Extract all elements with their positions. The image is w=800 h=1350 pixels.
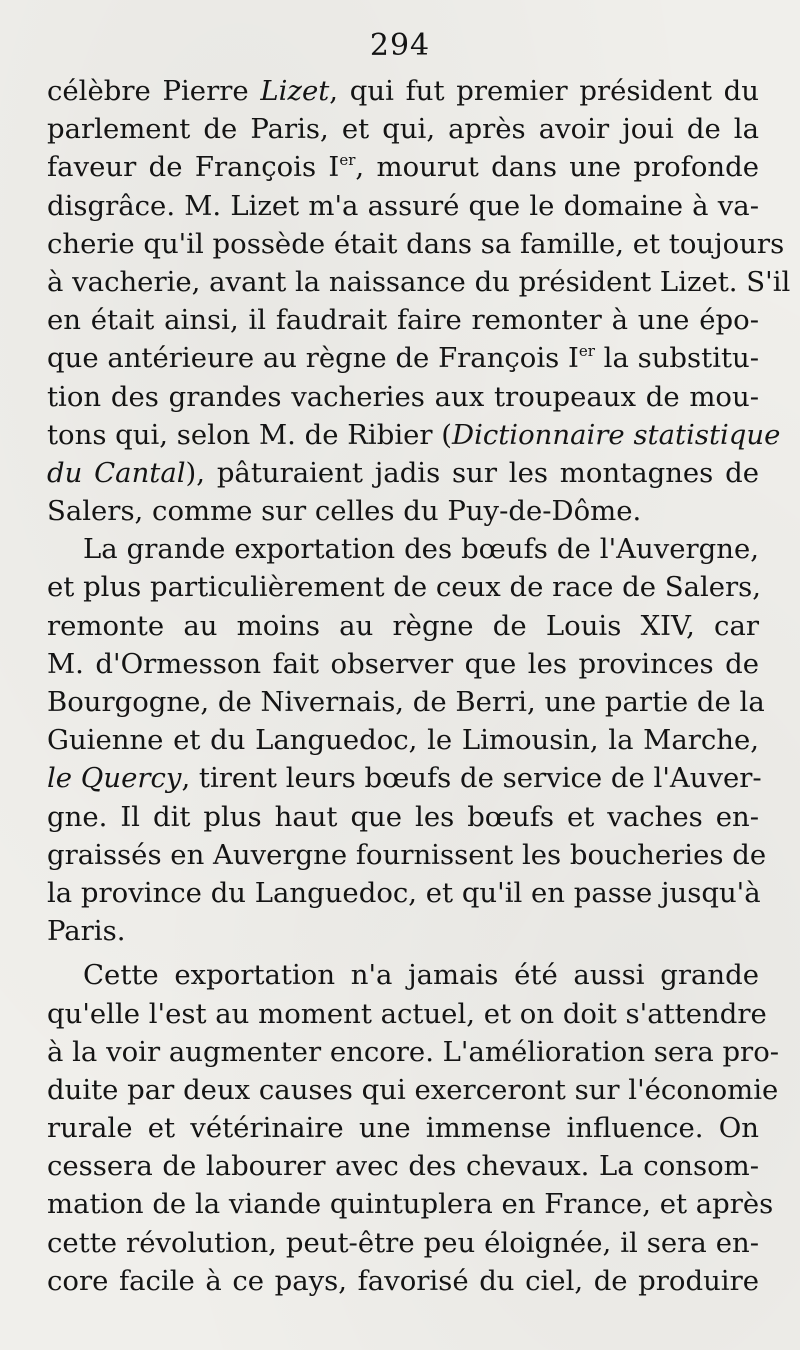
text-line: cherie qu'il possède était dans sa famille, et toujours [47,227,785,260]
text-line: duite par deux causes qui exerceront sur l'économie [47,1073,779,1106]
text-line: cette révolution, peut-être peu éloignée, il sera en- [47,1226,759,1259]
text-line: Paris. [47,915,126,948]
text-line: Salers, comme sur celles du Puy-de-Dôme. [47,495,642,528]
body-text [47,72,791,1300]
text-line: tion des grandes vacheries aux troupeaux de mou- [47,380,759,413]
text-line: parlement de Paris, et qui, après avoir joui de la [47,113,759,146]
text-line: disgrâce. M. Lizet m'a assuré que le domaine à va- [47,189,759,222]
text-line: Bourgogne, de Nivernais, de Berri, une partie de la [47,686,765,718]
text-line: et plus particulièrement de ceux de race de Salers, [47,571,762,604]
text-line: du Cantal), pâturaient jadis sur les montagnes de [47,456,759,489]
text-line: tons qui, selon M. de Ribier (Dictionnaire statistique [47,418,781,451]
text-line: graissés en Auvergne fournissent les boucheries de [47,838,767,871]
text-line: remonte au moins au règne de Louis XIV, car [47,609,759,642]
text-line: core facile à ce pays, favorisé du ciel, de produire [47,1264,759,1297]
text-line: M. d'Ormesson fait observer que les provinces de [47,647,759,680]
text-line: à vacherie, avant la naissance du président Lizet. S'il [47,265,791,298]
text-line: célèbre Pierre Lizet, qui fut premier président du [47,75,759,107]
text-line: qu'elle l'est au moment actuel, et on doit s'attendre [47,997,767,1030]
text-line: le Quercy, tirent leurs bœufs de service de l'Auver- [47,762,762,795]
text-line: que antérieure au règne de François Ier la substitu- [47,342,760,375]
paragraph-first-line: Cette exportation n'a jamais été aussi grande [83,959,759,992]
text-line: mation de la viande quintuplera en France, et après [47,1188,774,1221]
text-line: en était ainsi, il faudrait faire remonter à une épo- [47,304,759,337]
page-number: 294 [369,28,431,63]
text-line: à la voir augmenter encore. L'amélioration sera pro- [47,1035,780,1068]
paragraph-first-line: La grande exportation des bœufs de l'Auvergne, [83,533,759,566]
text-line: cessera de labourer avec des chevaux. La consom- [47,1150,759,1183]
text-line: la province du Languedoc, et qu'il en passe jusqu'à [47,876,761,909]
text-line: Guienne et du Languedoc, le Limousin, la Marche, [47,724,759,757]
text-line: rurale et vétérinaire une immense influence. On [47,1112,759,1145]
text-line: gne. Il dit plus haut que les bœufs et vaches en- [47,800,759,833]
text-line: faveur de François Ier, mourut dans une profonde [47,151,760,184]
